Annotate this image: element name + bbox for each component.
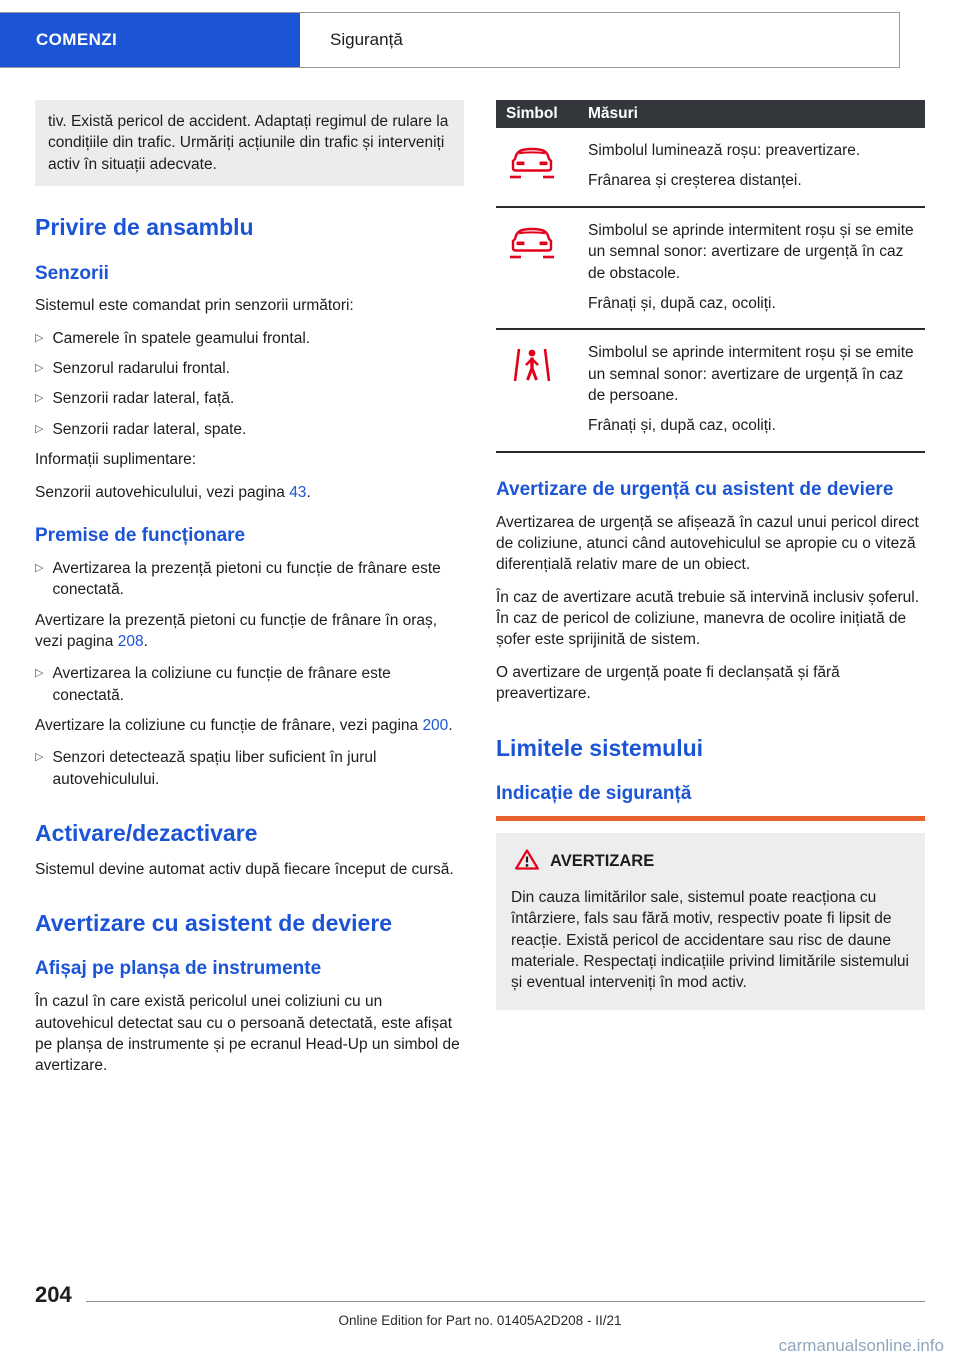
heading-emergency-warning: Avertizare de urgență cu asistent de deviere	[496, 478, 894, 500]
heading-premises: Premise de funcționare	[35, 524, 246, 546]
list-item: ▷ Camerele în spatele geamului frontal.	[35, 328, 464, 349]
table-row	[496, 128, 925, 208]
table-row	[496, 208, 925, 331]
watermark: carmanualsonline.info	[778, 1336, 944, 1355]
chapter-title: Siguranță	[330, 30, 403, 49]
collision-warning-icon	[496, 220, 584, 317]
footer-divider	[86, 1301, 925, 1302]
heading-activation: Activare/dezactivare	[35, 820, 258, 847]
triangle-bullet-icon: ▷	[35, 362, 44, 375]
page-content	[35, 100, 925, 1088]
sensors-intro: Sistemul este comandat prin senzorii următori:	[35, 297, 354, 315]
triangle-bullet-icon: ▷	[35, 751, 44, 764]
collision-warning-icon	[496, 140, 584, 194]
list-item: ▷ Senzorii radar lateral, față.	[35, 388, 464, 409]
heading-instrument-display: Afișaj pe planșa de instrumente	[35, 958, 322, 980]
heading-sensors: Senzorii	[35, 262, 109, 284]
left-column	[35, 100, 464, 1088]
warning-triangle-icon	[515, 849, 539, 875]
triangle-bullet-icon: ▷	[35, 561, 44, 574]
page-footer	[35, 1284, 925, 1328]
activation-text: Sistemul devine automat activ după fiecare început de cursă.	[35, 860, 454, 878]
page-link-200[interactable]: 200	[422, 717, 449, 735]
list-item: ▷ Avertizarea la coliziune cu funcție de frânare este conectată.	[35, 663, 464, 706]
symbol-table-header	[496, 100, 925, 128]
more-info-label: Informații suplimentare:	[35, 451, 197, 469]
heading-lane-warning: Avertizare cu asistent de deviere	[35, 909, 393, 936]
pedestrian-warning-icon	[496, 342, 584, 439]
table-row	[496, 330, 925, 453]
emergency-paragraph-1: Avertizarea de urgență se afișează în cazul unui pericol direct de coliziune, atunci când autovehiculul se apropie cu o viteză diferențială relativ mare de un obiect.	[496, 513, 919, 574]
triangle-bullet-icon: ▷	[35, 667, 44, 680]
instrument-display-text: În cazul în care există pericolul unei coliziuni cu un autovehicul detectat sau cu o persoană detectată, este afișat pe planșa de instrumente și pe ecranul Head-Up un simbol de avertizare.	[35, 993, 460, 1075]
heading-system-limits: Limitele sistemului	[496, 734, 704, 761]
carryover-text-box: tiv. Există pericol de accident. Adaptați regimul de rulare la condițiile din trafic. Urmăriți acțiunile din trafic și interveniți activ în situații adecvate.	[35, 100, 464, 186]
page-link-43[interactable]: 43	[289, 483, 307, 501]
warning-label: AVERTIZARE	[550, 852, 655, 871]
section-tab: COMENZI	[0, 13, 300, 67]
page-link-208[interactable]: 208	[117, 632, 144, 650]
list-item: ▷ Senzorii radar lateral, spate.	[35, 419, 464, 440]
right-column	[496, 100, 925, 1088]
col-header-symbol: Simbol	[506, 105, 558, 122]
warning-text: Din cauza limitărilor sale, sistemul poate reacționa cu întârziere, fals sau fără motiv, respectiv poate fi lipsit de reacție. Există pericol de accidentare sau risc de daune materiale. Respectați indicațiile privind limitările sistemului și eventual interveniți în mod activ.	[511, 888, 909, 992]
table-cell-measures: Simbolul luminează roșu: preavertizare. Frânarea și creșterea distanței.	[588, 142, 861, 190]
premise-note: Avertizare la prezență pietoni cu funcție de frânare în oraș, vezi pagina 208.	[35, 611, 438, 650]
table-cell-measures: Simbolul se aprinde intermitent roșu și se emite un semnal sonor: avertizare de urgență în caz de persoane. Frânați și, după caz, ocoliți.	[588, 344, 914, 435]
premise-note: Avertizare la coliziune cu funcție de frânare, vezi pagina 200.	[35, 717, 453, 735]
heading-overview: Privire de ansamblu	[35, 214, 254, 241]
safety-orange-rule	[496, 816, 925, 821]
triangle-bullet-icon: ▷	[35, 422, 44, 435]
heading-safety-note: Indicație de siguranță	[496, 782, 692, 804]
page-header	[0, 12, 900, 68]
col-header-measures: Măsuri	[588, 105, 638, 122]
edition-note: Online Edition for Part no. 01405A2D208 - II/21	[338, 1313, 622, 1328]
more-info-text: Senzorii autovehiculului, vezi pagina 43.	[35, 483, 311, 501]
warning-box	[496, 833, 925, 1010]
emergency-paragraph-3: O avertizare de urgență poate fi declanșată și fără preavertizare.	[496, 663, 840, 703]
list-item: ▷ Senzori detectează spațiu liber suficient în jurul autovehiculului.	[35, 747, 464, 790]
symbol-table	[496, 100, 925, 453]
page-number: 204	[35, 1282, 72, 1307]
table-cell-measures: Simbolul se aprinde intermitent roșu și se emite un semnal sonor: avertizare de urgență în caz de obstacole. Frânați și, după caz, ocoliți.	[588, 221, 914, 312]
triangle-bullet-icon: ▷	[35, 392, 44, 405]
list-item: ▷ Avertizarea la prezență pietoni cu funcție de frânare este conectată.	[35, 558, 464, 601]
triangle-bullet-icon: ▷	[35, 331, 44, 344]
warning-header	[511, 849, 910, 875]
emergency-paragraph-2: În caz de avertizare acută trebuie să intervină inclusiv șoferul. În caz de pericol de coliziune, manevra de ocolire inițiată de șofer este sprijinită de sistem.	[496, 588, 920, 649]
list-item: ▷ Senzorul radarului frontal.	[35, 358, 464, 379]
